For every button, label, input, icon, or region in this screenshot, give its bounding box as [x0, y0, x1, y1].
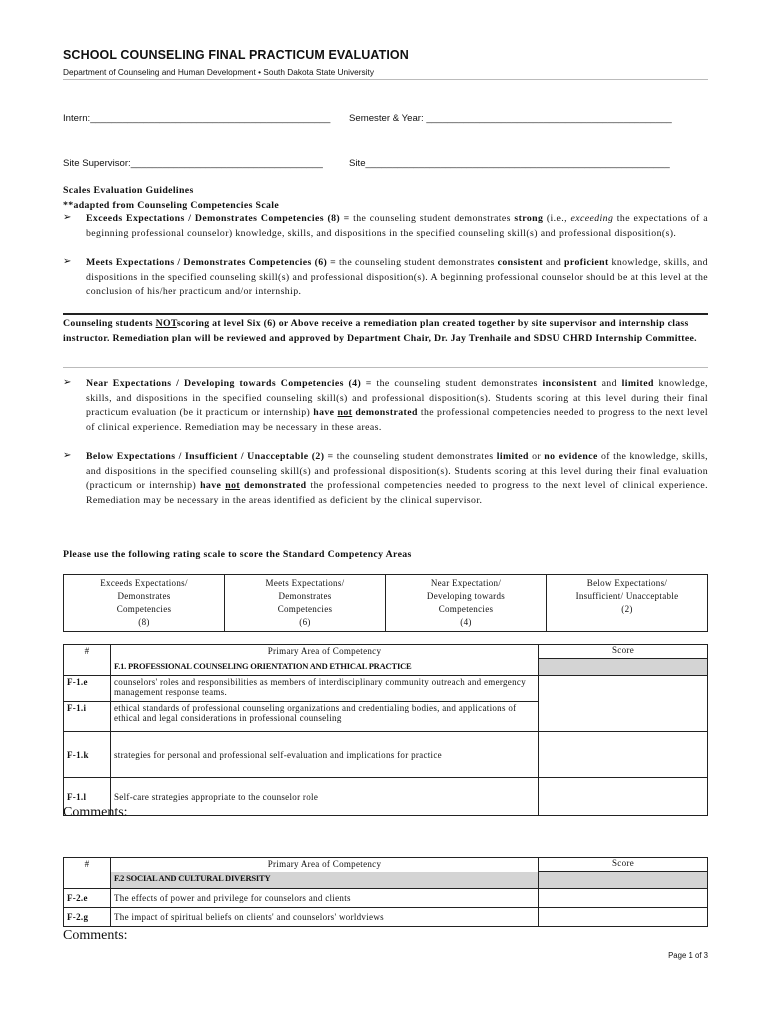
scale-cell-exceeds [64, 575, 225, 632]
below-paragraph [86, 450, 708, 508]
row-id: F-1.i [64, 702, 111, 732]
section-f1-title: F.1. PROFESSIONAL COUNSELING ORIENTATION AND ETHICAL PRACTICE [111, 660, 539, 676]
page-subtitle: Department of Counseling and Human Development • South Dakota State University [63, 67, 374, 77]
row-id: F-2.e [64, 889, 111, 908]
intern-field[interactable]: Intern:_____________________________________________ [63, 113, 331, 124]
below-text-3: the professional competencies needed to progress to the next level of clinical experience. Remediation may be necessary in the areas identified as deficient by the clinical supervisor. [86, 480, 709, 506]
meets-consistent: consistent [497, 257, 543, 268]
bullet-arrow-icon: ➢ [63, 212, 72, 223]
notice-post: scoring at level Six (6) or Above receive a remediation plan created together by site supervisor and internship class instructor. Remediation plan will be reviewed and approved by Department Chair, Dr. Jay Trenhaile and SDSU CHRD Internship Committee. [63, 318, 697, 344]
near-have: have [313, 407, 335, 419]
near-and: and [601, 378, 617, 389]
near-not: not [337, 407, 353, 419]
row-competency-text: counselors' roles and responsibilities as members of interdisciplinary community outreach and emergency management response teams. [111, 676, 539, 702]
exceeds-paragraph [86, 212, 708, 241]
semester-year-field[interactable]: Semester & Year: ______________________________________________ [349, 113, 672, 124]
competency-table-f2 [63, 857, 708, 927]
score-input-f2-g[interactable] [539, 908, 708, 927]
below-label: Below Expectations / Insufficient / Unacceptable (2) = [86, 451, 334, 462]
scale-line: Developing towards [426, 591, 506, 601]
bullet-arrow-icon: ➢ [63, 450, 72, 461]
bullet-arrow-icon: ➢ [63, 256, 72, 267]
notice-divider [63, 313, 708, 315]
guidelines-heading: Scales Evaluation Guidelines [63, 185, 194, 196]
score-input-f1-e-i[interactable] [539, 676, 708, 732]
scale-line: (6) [299, 617, 311, 627]
near-text-2: knowledge, skills, and dispositions in the specified counseling skill(s) and professional disposition(s). Students scoring at this level during their final practicum evaluation (be it practicum or internship) [86, 378, 708, 419]
meets-and: and [545, 257, 562, 268]
notice-bottom-divider [63, 367, 708, 368]
near-demonstrated: demonstrated [355, 407, 418, 419]
below-limited: limited [496, 451, 529, 462]
row-competency-text: strategies for personal and professional self-evaluation and implications for practice [111, 732, 539, 778]
row-competency-text: ethical standards of professional counseling organizations and credentialing bodies, and applications of ethical and legal considerations in professional counseling [111, 702, 539, 732]
col-score-header [539, 645, 708, 676]
row-competency-text: Self-care strategies appropriate to the counselor role [111, 778, 539, 816]
comments-label-2: Comments: [63, 928, 128, 943]
row-id: F-2.g [64, 908, 111, 927]
col-area-header: Primary Area of Competency [111, 645, 539, 661]
scale-line: Insufficient/ Unacceptable [575, 591, 679, 601]
bullet-arrow-icon: ➢ [63, 377, 72, 388]
score-header-label: Score [612, 645, 634, 655]
row-competency-text: The effects of power and privilege for counselors and clients [111, 889, 539, 908]
score-input-f2-e[interactable] [539, 889, 708, 908]
rating-instruction: Please use the following rating scale to score the Standard Competency Areas [63, 549, 412, 560]
scale-line: Exceeds Expectations/ [100, 578, 188, 588]
col-area-header: Primary Area of Competency [111, 858, 539, 873]
below-text: the counseling student demonstrates [336, 451, 494, 462]
competency-table-f1 [63, 644, 708, 816]
exceeds-text-3: the expectations of a beginning professional counselor) knowledge, skills, and dispositions in the specified counseling skill(s) and professional disposition(s). [86, 213, 708, 239]
below-have: have [200, 480, 222, 492]
scale-line: Below Expectations/ [586, 578, 668, 588]
site-field[interactable]: Site_________________________________________________________ [349, 158, 670, 169]
below-no-evidence: no evidence [544, 451, 598, 462]
scale-line: Competencies [116, 604, 172, 614]
score-shaded-cell [539, 658, 707, 675]
scale-cell-below [547, 575, 708, 632]
scale-line: Competencies [277, 604, 333, 614]
col-number-header: # [64, 858, 111, 889]
section-f2-title: F.2 SOCIAL AND CULTURAL DIVERSITY [111, 872, 539, 888]
scale-line: (4) [460, 617, 472, 627]
meets-text: the counseling student demonstrates [338, 257, 495, 268]
scale-cell-near [386, 575, 547, 632]
comments-label-1: Comments: [63, 805, 128, 820]
meets-text-2: knowledge, skills, and dispositions in the specified counseling skill(s) and professional disposition(s). A beginning professional counselor should be at this level at the conclusion of his/her practicum and/or internship. [86, 257, 708, 298]
notice-pre: Counseling students [63, 318, 153, 329]
notice-not: NOT [155, 318, 177, 329]
row-id: F-1.e [64, 676, 111, 702]
row-competency-text: The impact of spiritual beliefs on clients' and counselors' worldviews [111, 908, 539, 927]
near-text: the counseling student demonstrates [376, 378, 538, 389]
exceeds-label: Exceeds Expectations / Demonstrates Competencies (8) = [86, 213, 350, 224]
exceeds-text-2: (i.e., [546, 213, 567, 224]
remediation-notice [63, 317, 708, 346]
meets-proficient: proficient [564, 257, 609, 268]
score-input-f1-k[interactable] [539, 732, 708, 778]
scale-line: Meets Expectations/ [265, 578, 345, 588]
scale-line: Demonstrates [117, 591, 171, 601]
scale-cell-meets [225, 575, 386, 632]
rating-scale-table [63, 574, 708, 632]
meets-label: Meets Expectations / Demonstrates Competencies (6) = [86, 257, 337, 268]
exceeds-text: the counseling student demonstrates [353, 213, 511, 224]
guidelines-adapted-note: **adapted from Counseling Competencies Scale [63, 200, 280, 211]
scale-line: (2) [621, 604, 633, 614]
near-text-3: the professional competencies needed to progress to the next level of clinical experience. Remediation may be necessary in these areas. [86, 407, 709, 433]
col-number-header: # [64, 645, 111, 676]
below-not: not [225, 480, 241, 492]
score-header-label: Score [612, 858, 634, 868]
near-paragraph [86, 377, 708, 435]
meets-paragraph [86, 256, 708, 300]
scale-line: Near Expectation/ [430, 578, 502, 588]
exceeds-italic: exceeding [570, 213, 614, 224]
near-label: Near Expectations / Developing towards Competencies (4) = [86, 378, 372, 389]
row-id: F-1.l [64, 778, 111, 816]
near-inconsistent: inconsistent [542, 378, 597, 389]
site-supervisor-field[interactable]: Site Supervisor:____________________________________ [63, 158, 323, 169]
scale-line: (8) [138, 617, 150, 627]
below-text-2: of the knowledge, skills, and dispositions in the specified counseling skill(s) and professional disposition(s). Students scoring at this level during their final evaluation (practicum or internship) [86, 451, 709, 492]
row-id: F-1.k [64, 732, 111, 778]
exceeds-strong: strong [514, 213, 544, 224]
score-shaded-cell [539, 871, 707, 888]
near-limited: limited [621, 378, 654, 389]
scale-line: Competencies [438, 604, 494, 614]
page-title: SCHOOL COUNSELING FINAL PRACTICUM EVALUATION [63, 48, 409, 62]
page-number: Page 1 of 3 [668, 951, 708, 960]
scale-line: Demonstrates [278, 591, 332, 601]
header-divider [63, 79, 708, 80]
score-input-f1-l[interactable] [539, 778, 708, 816]
col-score-header [539, 858, 708, 889]
below-demonstrated: demonstrated [244, 480, 307, 492]
below-or: or [532, 451, 542, 462]
